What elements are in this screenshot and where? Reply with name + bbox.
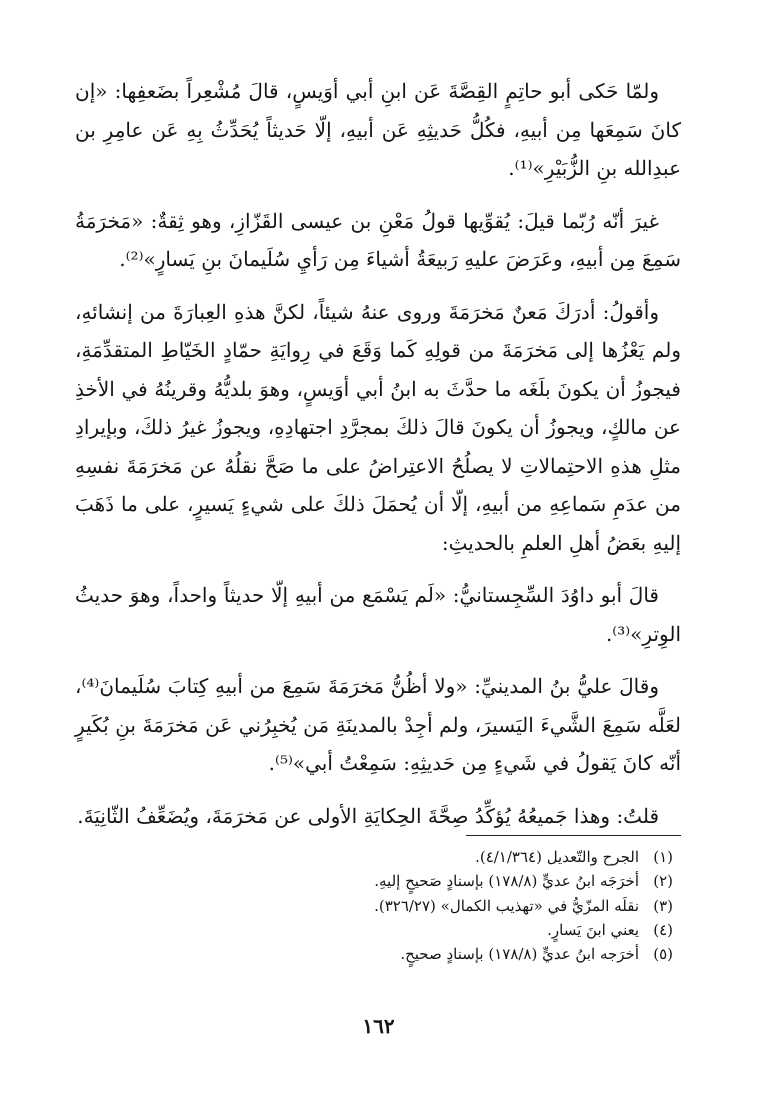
paragraph-5: وقالَ عليُّ بنُ المدينيِّ: «ولا أظُنُّ مَخرَمَةَ سَمِعَ من أبيهِ كِتابَ سُلَيمانَ⁽⁴⁾، لعَلَّه سَمِعَ الشَّيءَ اليَسيرَ، ولم أجِدْ بالمدينَةِ مَن يُخبِرُني عَن مَخرَمَةَ بنِ بُكَيرٍ أنّه كانَ يَقولُ في شَيءٍ مِن حَديثِهِ: سَمِعْتُ أبي»⁽⁵⁾.	[75, 674, 681, 775]
footnote-text: أخرَجه ابنُ عديٍّ (١٧٨/٨) بإسنادٍ صحيحٍ.	[400, 945, 639, 964]
footnote-number: (٥)	[653, 945, 673, 964]
footnote-3	[153, 894, 673, 918]
paragraph-1: ولمّا حَكى أبو حاتِمٍ القِصَّةَ عَن ابنِ أبي أوَيسٍ، قالَ مُشْعِراً بضَعفِها: «إن كانَ سَمِعَها مِن أبيهِ، فكُلُّ حَديثِهِ عَن أبيهِ، إلّا حَديثاً يُحَدِّثُ بِهِ عَن عامِرِ بن عبدِالله بنِ الزُّبَيْرِ»⁽¹⁾.	[75, 79, 681, 180]
page-number: ١٦٢	[362, 1014, 395, 1038]
page-body	[75, 72, 681, 835]
paragraph-3: وأقولُ: أدرَكَ مَعنٌ مَخرَمَةَ وروى عنهُ شيئاً، لكنَّ هذهِ العِبارَةَ من إنشائهِ، ولم يَعْزُها إلى مَخرَمَةَ من قولِهِ كَما وَقَعَ في رِوايَةِ حمّادٍ الخَيّاطِ المتقدِّمَةِ، فيجوزُ أن يكونَ بلَغَه ما حدَّثَ به ابنُ أبي أوَيسٍ، وهوَ بلديُّهُ وقرينُهُ في الأخذِ عن مالكٍ، ويجوزُ أن يكونَ قالَ ذلكَ بمجرَّدِ اجتهادِهِ، ويجوزُ غيرُ ذلكَ، وبإيرادِ مثلِ هذهِ الاحتِمالاتِ لا يصلُحُ الاعتِراضُ على ما صَحَّ نقلُهُ عن مَخرَمَةَ نفسِهِ من عدَمِ سَماعِهِ من أبيهِ، إلّا أن يُحمَلَ ذلكَ على شيءٍ يَسيرٍ، على ما ذَهَبَ إليهِ بعَضُ أهلِ العلمِ بالحديثِ:	[75, 299, 681, 555]
footnotes	[153, 845, 673, 966]
footnote-number: (٤)	[653, 920, 673, 939]
footnote-separator	[466, 835, 681, 836]
footnote-text: نقلَه المزّيُّ في «تهذيب الكمال» (٣٢٦/٢٧).	[374, 896, 639, 915]
footnote-2	[153, 869, 673, 893]
footnote-number: (٢)	[653, 872, 673, 891]
footnote-text: الجرح والتّعديل (٤/١/٣٦٤).	[475, 848, 639, 866]
paragraph-4: قالَ أبو داوُدَ السِّجِستانيُّ: «لَم يَسْمَع من أبيهِ إلّا حديثاً واحداً، وهوَ حديثُ الوِترِ»⁽³⁾.	[75, 583, 681, 646]
footnote-text: أخرَجَه ابنُ عديٍّ (١٧٨/٨) بإسنادٍ صَحيحٍ إليهِ.	[374, 872, 639, 891]
footnote-number: (١)	[653, 848, 673, 866]
footnote-5	[153, 942, 673, 966]
footnote-1	[153, 845, 673, 869]
footnote-4	[153, 918, 673, 942]
footnote-text: يعني ابنَ يَسارٍ.	[547, 920, 639, 939]
footnote-number: (٣)	[653, 896, 673, 915]
paragraph-6: قلتُ: وهذا جَميعُهُ يُؤكِّدُ صِحَّةَ الحِكايَةِ الأولى عن مَخرَمَةَ، ويُضَعِّفُ الثّانِيَةَ.	[77, 803, 659, 828]
paragraph-2: غيرَ أنّه رُبّما قيلَ: يُقوِّيها قولُ مَعْنِ بن عيسى القَزّازِ، وهو ثِقةٌ: «مَخرَمَةُ سَمِعَ مِن أبيهِ، وعَرَضَ عليهِ رَبيعَةُ أشياءَ مِن رَأيِ سُلَيمانَ بنِ يَسارٍ»⁽²⁾.	[75, 208, 681, 271]
